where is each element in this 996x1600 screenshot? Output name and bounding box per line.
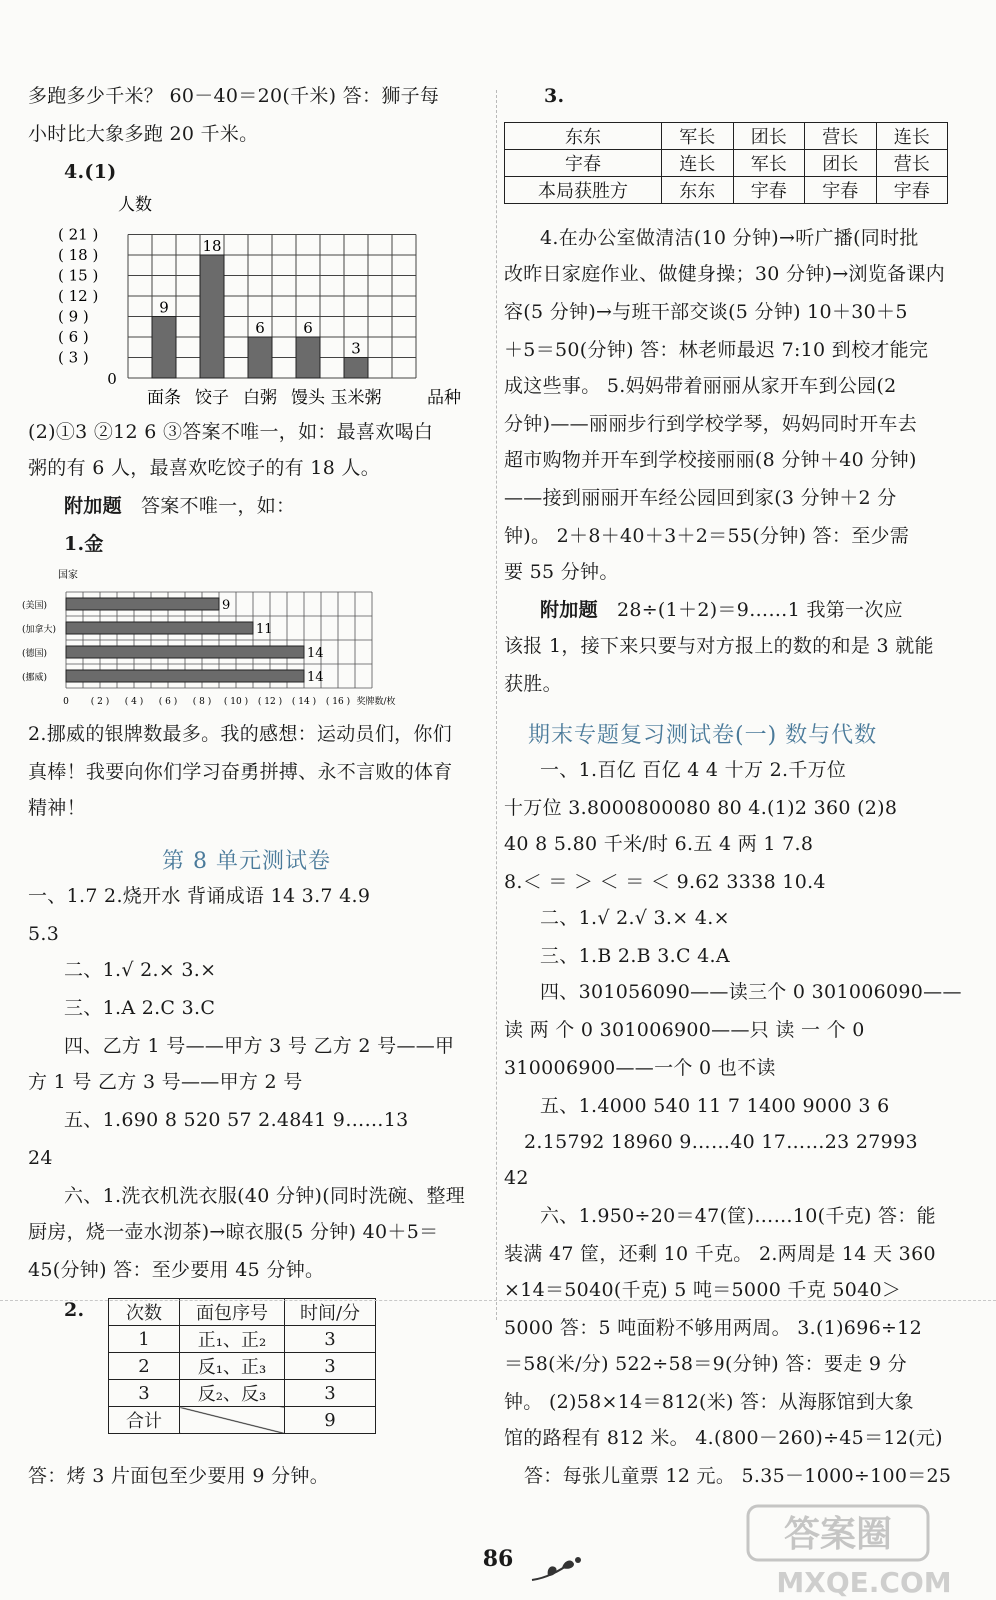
y-tick-label: ( 21 ) (58, 225, 99, 244)
answer-line: 二、1.√ 2.× 3.× (64, 959, 217, 981)
answer-line: 三、1.B 2.B 3.C 4.A (540, 945, 730, 967)
extra-label: 附加题 (64, 495, 122, 517)
answer-line: 该报 1，接下来只要与对方报上的数的和是 3 就能 (504, 635, 934, 657)
svg-text:答案圈: 答案圈 (783, 1514, 893, 1555)
table-cell: 东东 (662, 177, 734, 204)
answer-line: 容(5 分钟)→与班干部交谈(5 分钟) 10＋30＋5 (504, 301, 908, 323)
bar (248, 337, 272, 378)
table-cell: 宇春 (876, 177, 948, 204)
column-divider (496, 90, 498, 1320)
table-header: 面包序号 (180, 1299, 285, 1326)
answer-line: 答：每张儿童票 12 元。 5.35－1000÷100＝25 (524, 1465, 952, 1487)
table-header-row (109, 1299, 376, 1326)
x-tick-label: ( 12 ) (257, 697, 283, 707)
table-cell: 3 (285, 1326, 376, 1353)
right-column (500, 0, 996, 1600)
y-tick-label: (加拿大) (22, 625, 57, 635)
answer-line: 超市购物并开车到学校接丽丽(8 分钟＋40 分钟) (504, 449, 917, 471)
answer-line: 多跑多少千米？ 60－40＝20(千米) 答：狮子每 (28, 85, 440, 107)
table-cell: 营长 (805, 123, 877, 150)
extra-text: 28÷(1＋2)＝9……1 我第一次应 (616, 599, 903, 621)
table-cell: 反₂、反₃ (180, 1380, 285, 1407)
answer-line: 24 (28, 1147, 53, 1169)
data-label: 6 (255, 319, 265, 337)
data-label: 14 (307, 646, 324, 661)
y-tick-label: ( 9 ) (58, 307, 89, 326)
table-cell: 1 (109, 1326, 180, 1353)
answer-line: ——接到丽丽开车经公园回到家(3 分钟＋2 分 (504, 487, 897, 509)
answer-line: 五、1.690 8 520 57 2.4841 9……13 (64, 1109, 409, 1131)
answer-line: 馆的路程有 812 米。 4.(800－260)÷45＝12(元) (504, 1427, 943, 1449)
table-row (505, 123, 948, 150)
table-cell: 宇春 (733, 177, 805, 204)
table-cell: 9 (285, 1407, 376, 1434)
table-cell: 反₁、正₃ (180, 1353, 285, 1380)
x-tick-label: 白粥 (243, 388, 277, 408)
answer-line: 厨房，烧一壶水沏茶)→晾衣服(5 分钟) 40＋5＝ (28, 1221, 439, 1243)
table-cell: 本局获胜方 (505, 177, 662, 204)
x-tick-label: 0 (63, 697, 69, 707)
table-cell: 军长 (662, 123, 734, 150)
table-cell: 东东 (505, 123, 662, 150)
answer-line: 粥的有 6 人，最喜欢吃饺子的有 18 人。 (28, 457, 381, 479)
answer-line: 分钟)——丽丽步行到学校学琴，妈妈同时开车去 (504, 413, 918, 435)
x-tick-label: ( 16 ) (325, 697, 351, 707)
table-cell: 宇春 (505, 150, 662, 177)
question-number: 3. (544, 85, 565, 107)
y-tick-label: ( 12 ) (58, 287, 99, 305)
x-tick-label: 饺子 (195, 388, 229, 408)
answer-line: 精神！ (28, 797, 86, 819)
svg-text:MXQE.COM: MXQE.COM (776, 1566, 952, 1599)
data-label: 3 (351, 339, 361, 358)
bar (66, 646, 304, 658)
data-label: 9 (222, 598, 231, 613)
left-column (0, 0, 490, 1600)
answer-line: 五、1.4000 540 11 7 1400 9000 3 6 (540, 1095, 890, 1117)
answer-line: 钟)。 2＋8＋40＋3＋2＝55(分钟) 答：至少需 (504, 525, 910, 547)
table-row (505, 177, 948, 204)
answer-line: 310006900——一个 0 也不读 (504, 1057, 776, 1079)
data-label: 14 (307, 670, 324, 685)
table-cell: 连长 (662, 150, 734, 177)
answer-line: 成这些事。 5.妈妈带着丽丽从家开车到公园(2 (504, 375, 897, 397)
answer-line: 三、1.A 2.C 3.C (64, 997, 216, 1019)
y-tick-label: (挪威) (22, 673, 48, 683)
table-cell: 3 (285, 1380, 376, 1407)
y-tick-label: ( 15 ) (58, 266, 99, 285)
x-tick-label: ( 14 ) (291, 697, 317, 707)
game-table (504, 122, 948, 204)
bar (344, 358, 368, 379)
answer-line: 十万位 3.8000800080 80 4.(1)2 360 (2)8 (504, 797, 898, 819)
x-tick-label: 玉米粥 (330, 388, 382, 408)
watermark-logo (744, 1500, 994, 1600)
table-total-row (109, 1407, 376, 1434)
table-cell: 正₁、正₂ (180, 1326, 285, 1353)
table-row (109, 1353, 376, 1380)
table-cell: 营长 (876, 150, 948, 177)
x-axis-label: 奖牌数/枚 (356, 697, 396, 707)
answer-line: 方 1 号 乙方 3 号——甲方 2 号 (28, 1071, 303, 1093)
bar (152, 317, 176, 379)
unit8-title: 第 8 单元测试卷 (162, 849, 331, 874)
question-number: 2. (64, 1299, 85, 1321)
answer-line: 1.金 (64, 533, 104, 555)
x-tick-label: 馒头 (291, 388, 325, 408)
bar (66, 670, 304, 682)
table-cell: 3 (285, 1353, 376, 1380)
horizontal-bar-chart (22, 562, 442, 710)
table-cell: 团长 (805, 150, 877, 177)
y-axis-label: 人数 (118, 195, 152, 215)
answer-line: ＝58(米/分) 522÷58＝9(分钟) 答：要走 9 分 (504, 1353, 907, 1375)
table-header: 时间/分 (285, 1299, 376, 1326)
table-cell: 合计 (109, 1407, 180, 1434)
answer-line: 一、1.7 2.烧开水 背诵成语 14 3.7 4.9 (28, 885, 371, 907)
data-label: 11 (256, 622, 273, 637)
answer-line: ＋5＝50(分钟) 答：林老师最迟 7:10 到校才能完 (504, 339, 929, 361)
answer-line: 40 8 5.80 千米/时 6.五 4 两 1 7.8 (504, 833, 814, 855)
answer-line: 5.3 (28, 923, 60, 945)
answer-line: 答：烤 3 片面包至少要用 9 分钟。 (28, 1465, 330, 1487)
table-row (505, 150, 948, 177)
bar (66, 622, 253, 634)
answer-line: 45(分钟) 答：至少要用 45 分钟。 (28, 1259, 325, 1281)
data-label: 18 (202, 237, 222, 255)
y-tick-label: ( 6 ) (58, 328, 89, 346)
data-label: 9 (159, 298, 169, 317)
answer-line: 改昨日家庭作业、做健身操；30 分钟)→浏览备课内 (504, 263, 946, 285)
question-number: 4.(1) (64, 161, 117, 183)
x-tick-label: ( 6 ) (158, 697, 178, 707)
answer-line: ×14＝5040(千克) 5 吨＝5000 千克 5040＞ (504, 1279, 902, 1301)
answer-line: 二、1.√ 2.√ 3.× 4.× (540, 907, 730, 929)
answer-line: (2)①3 ②12 6 ③答案不唯一，如：最喜欢喝白 (28, 421, 434, 443)
answer-line: 钟。 (2)58×14＝812(米) 答：从海豚馆到大象 (504, 1391, 914, 1413)
y-tick-label: (德国) (22, 649, 48, 659)
origin-label: 0 (107, 370, 117, 388)
answer-line: 42 (504, 1167, 529, 1189)
table-row (109, 1380, 376, 1407)
y-axis-label: 国家 (58, 570, 78, 581)
x-axis-label: 品种 (427, 388, 461, 408)
table-cell: 2 (109, 1353, 180, 1380)
answer-line: 读 两 个 0 301006900——只 读 一 个 0 (504, 1019, 865, 1041)
answer-line: 六、1.洗衣机洗衣服(40 分钟)(同时洗碗、整理 (64, 1185, 466, 1207)
answer-line: 一、1.百亿 百亿 4 4 十万 2.千万位 (540, 759, 847, 781)
answer-line: 5000 答：5 吨面粉不够用两周。 3.(1)696÷12 (504, 1317, 922, 1339)
answer-line: 四、301056090——读三个 0 301006090—— (540, 981, 962, 1003)
table-cell: 团长 (733, 123, 805, 150)
extra-question-line (64, 494, 295, 518)
table-cell-empty (180, 1407, 285, 1434)
final-review-title: 期末专题复习测试卷(一) 数与代数 (528, 723, 878, 748)
x-tick-label: 面条 (147, 388, 181, 408)
answer-line: 2.挪威的银牌数最多。我的感想：运动员们，你们 (28, 723, 453, 745)
y-tick-label: ( 3 ) (58, 348, 89, 367)
answer-line: 装满 47 筐，还剩 10 千克。 2.两周是 14 天 360 (504, 1243, 936, 1265)
extra-label: 附加题 (540, 599, 598, 621)
page-number: 86 (482, 1546, 514, 1572)
table-cell: 军长 (733, 150, 805, 177)
flower-ornament-icon (528, 1552, 588, 1588)
y-tick-label: (美国) (22, 601, 48, 611)
answer-line: 四、乙方 1 号——甲方 3 号 乙方 2 号——甲 (64, 1035, 455, 1057)
x-tick-label: ( 8 ) (192, 697, 212, 707)
section-divider (0, 1300, 996, 1302)
answer-line: 获胜。 (504, 673, 562, 695)
vertical-bar-chart (56, 188, 461, 410)
y-tick-label: ( 18 ) (58, 246, 99, 264)
bar (200, 255, 224, 378)
answer-line: 4.在办公室做清洁(10 分钟)→听广播(同时批 (540, 227, 919, 249)
data-label: 6 (303, 319, 313, 337)
answer-line: 小时比大象多跑 20 千米。 (28, 123, 259, 145)
x-tick-label: ( 2 ) (90, 697, 110, 707)
x-tick-label: ( 4 ) (124, 697, 144, 707)
x-tick-label: ( 10 ) (223, 697, 249, 707)
answer-line: 2.15792 18960 9……40 17……23 27993 (524, 1131, 918, 1153)
table-cell: 宇春 (805, 177, 877, 204)
answer-line: 六、1.950÷20＝47(筐)……10(千克) 答：能 (540, 1205, 936, 1227)
bread-table (108, 1298, 376, 1434)
extra-text: 答案不唯一，如： (140, 495, 296, 517)
answer-line: 真棒！我要向你们学习奋勇拼搏、永不言败的体育 (28, 761, 453, 783)
table-cell: 3 (109, 1380, 180, 1407)
answer-line: 要 55 分钟。 (504, 561, 619, 583)
table-cell: 连长 (876, 123, 948, 150)
bar (66, 598, 219, 610)
table-row (109, 1326, 376, 1353)
answer-line: 8.＜ ＝ ＞ ＜ ＝ ＜ 9.62 3338 10.4 (504, 871, 826, 893)
extra-question-line (540, 598, 903, 622)
table-header: 次数 (109, 1299, 180, 1326)
bar (296, 337, 320, 378)
